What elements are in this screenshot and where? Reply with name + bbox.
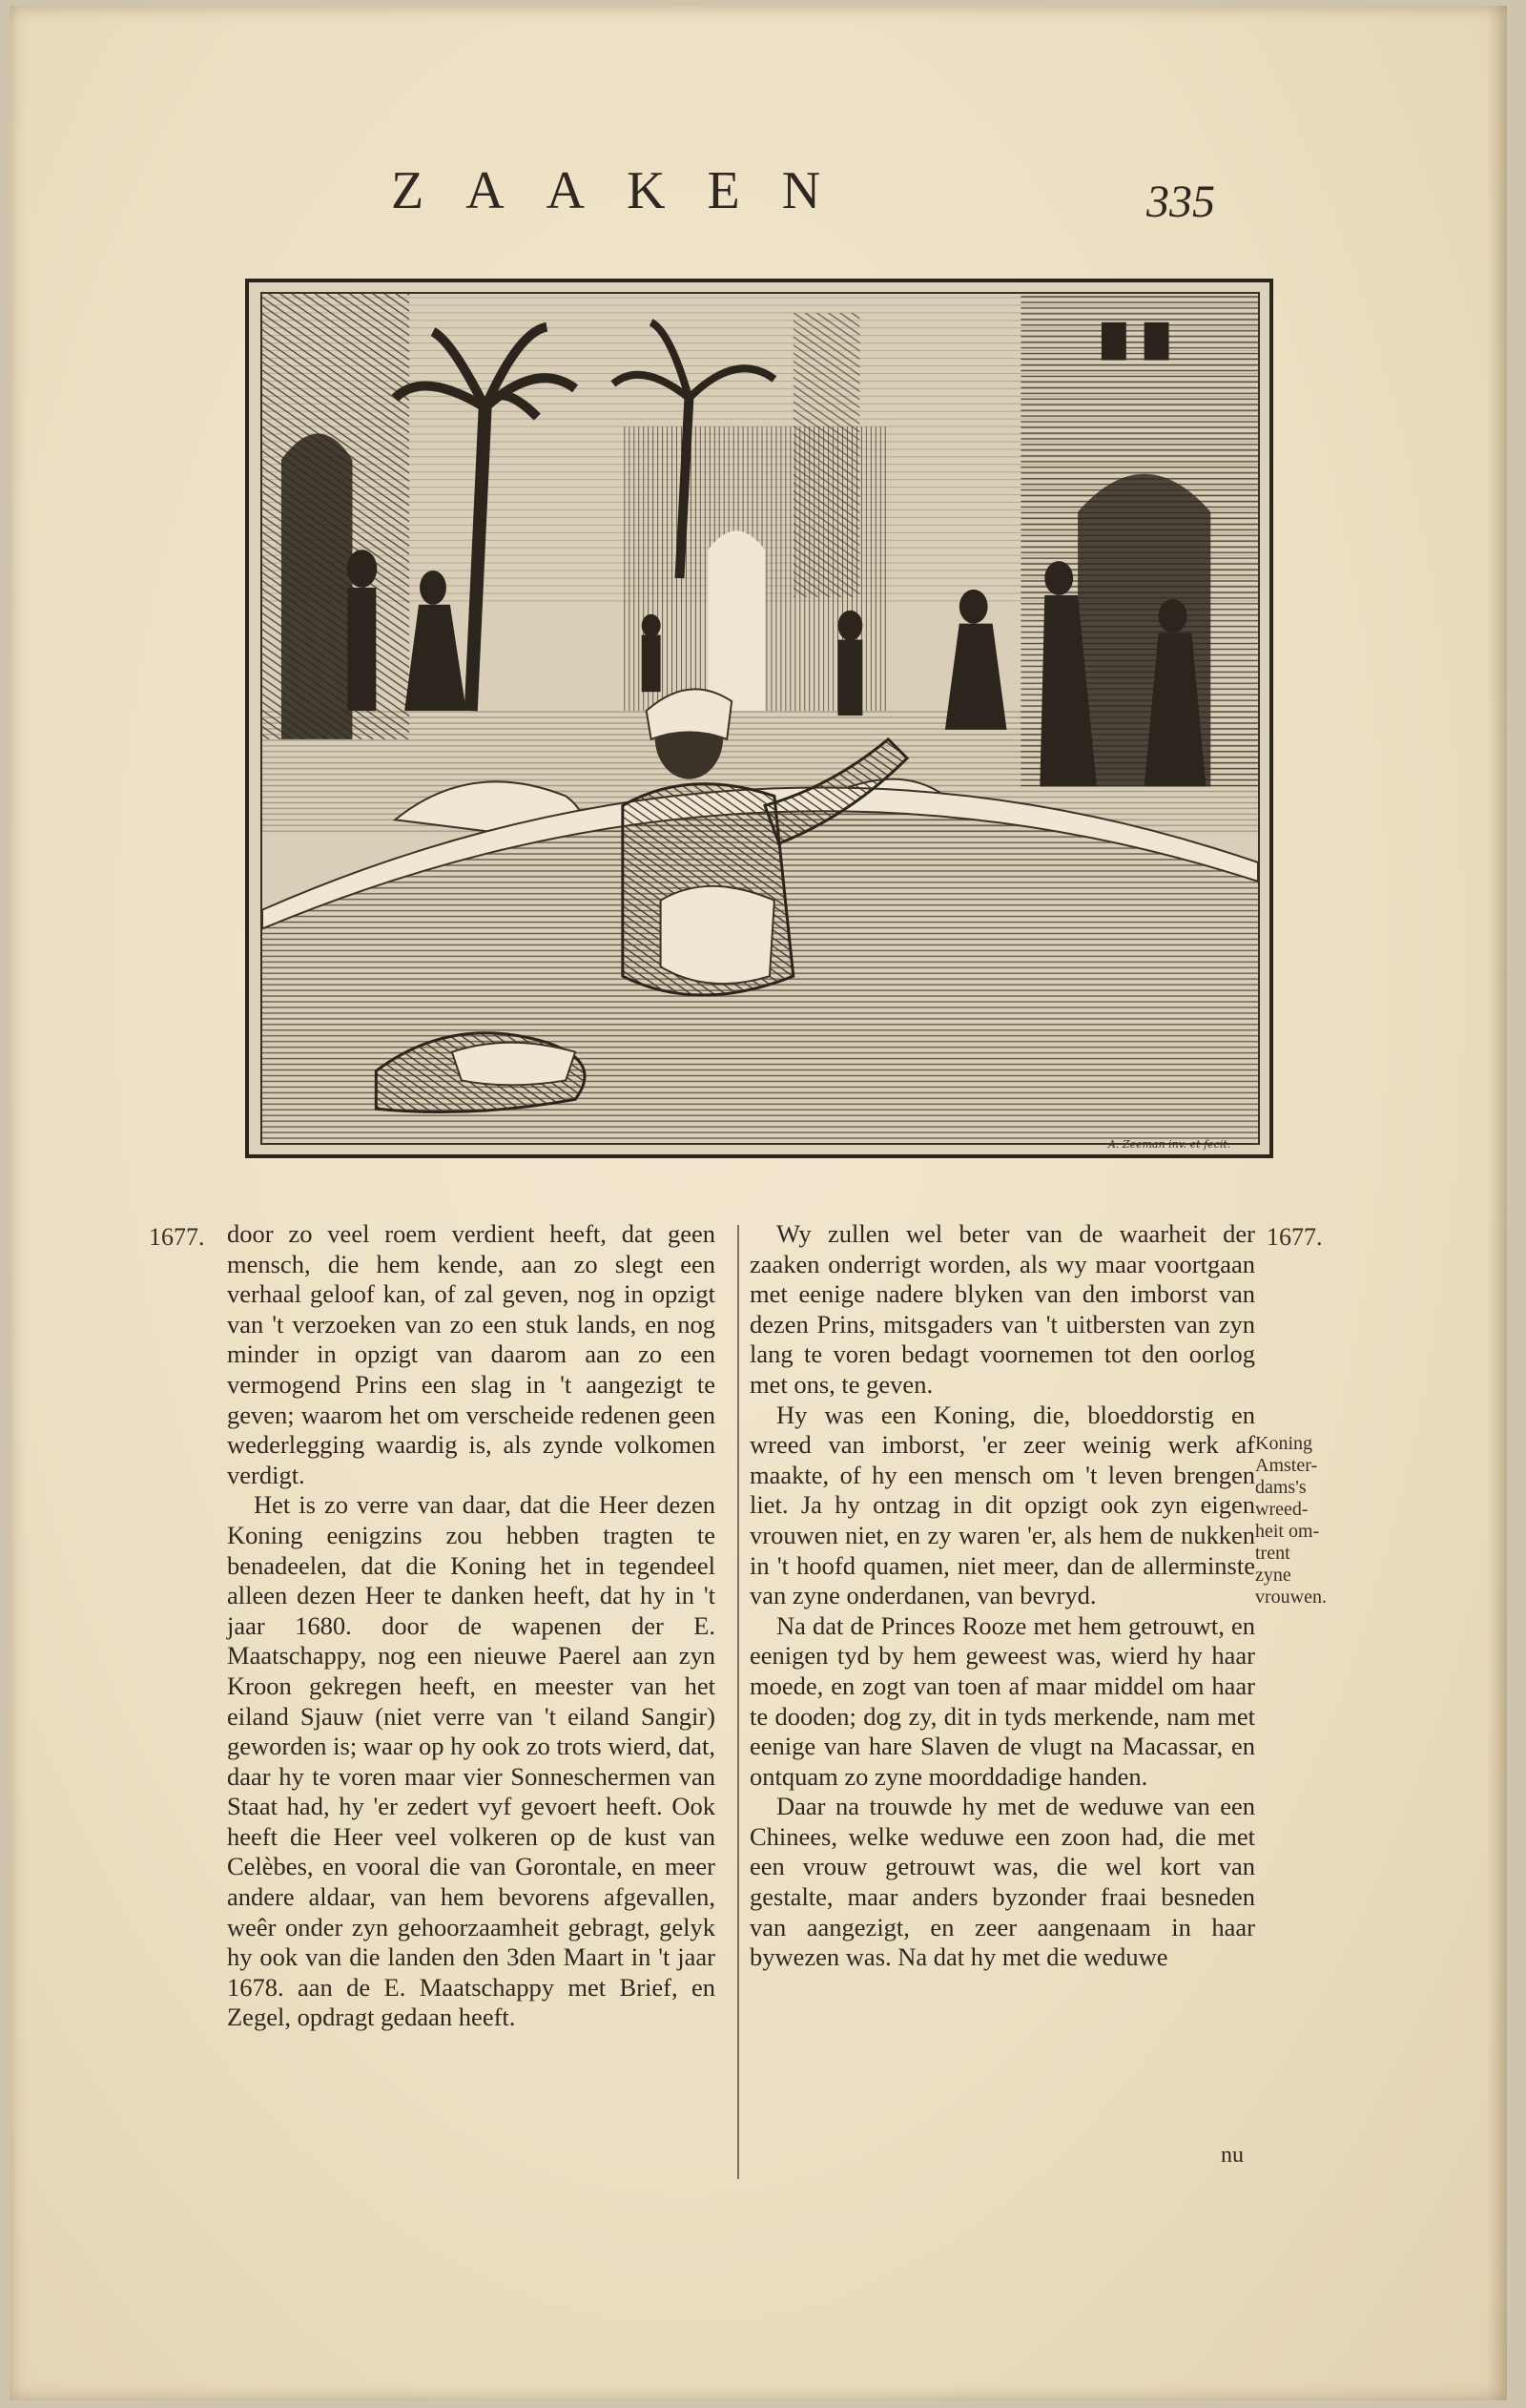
year-marginal-right: 1677. [1267, 1223, 1323, 1251]
year-marginal-left: 1677. [149, 1223, 205, 1251]
marginal-side-note [1255, 1433, 1360, 1609]
side-note-line: vrouwen. [1255, 1587, 1327, 1608]
engraving-illustration [260, 292, 1260, 1145]
running-head: ZAAKEN [391, 161, 863, 220]
side-note-line: zyne [1255, 1565, 1291, 1586]
side-note-line: dams's [1255, 1477, 1307, 1498]
left-text-column [227, 1219, 715, 2033]
side-note-line: Koning [1255, 1433, 1312, 1454]
side-note-line: Amster- [1255, 1455, 1318, 1476]
catchword: nu [1221, 2143, 1244, 2168]
paragraph: Daar na trouwde hy met de weduwe van een Chinees, welke weduwe een zoon had, die met een vrouw getrouwt was, die wel kort van gestalte, maar anders byzonder fraai besneden van aangezigt, en zeer aangenaam in haar bywezen was. Na dat hy met die weduwe [750, 1792, 1255, 1972]
paragraph: Hy was een Koning, die, bloeddorstig en wreed van imborst, 'er zeer weinig werk af maakte, of hy een mensch om 't leven brengen liet. Ja hy ontzag in dit opzigt ook zyn eigen vrouwen niet, en zy waren 'er, als hem de nukken in 't hoofd quamen, niet meer, dan de allerminste van zyne onderdanen, van bevryd. [750, 1400, 1255, 1610]
paragraph: door zo veel roem verdient heeft, dat geen mensch, die hem kende, aan zo slegt een verhaal geloof kan, of zal geven, nog in opzigt van 't verzoeken van zo een stuk lands, en nog minder in opzigt van daarom aan zo een vermogend Prins een slag in 't aangezigt te geven; waarom het om verscheide redenen geen wederlegging waardig is, als zynde volkomen verdigt. [227, 1219, 715, 1489]
side-note-line: wreed- [1255, 1499, 1309, 1520]
side-note-line: trent [1255, 1543, 1290, 1564]
page-number: 335 [1146, 176, 1215, 227]
engraving-frame [245, 279, 1273, 1158]
paragraph: Na dat de Princes Rooze met hem getrouwt, en eenigen tyd by hem geweest was, wierd hy haar moede, en zogt van toen af maar middel om haar te dooden; dog zy, dit in tyds merkende, nam met eenige van hare Slaven de vlugt na Macassar, en ontquam zo zyne moorddadige handen. [750, 1610, 1255, 1791]
engraver-credit: A. Zeeman inv. et fecit. [1108, 1138, 1231, 1151]
right-text-column [750, 1219, 1255, 1973]
side-note-line: heit om- [1255, 1521, 1320, 1542]
page-sheet [10, 6, 1507, 2400]
column-divider [737, 1225, 739, 2179]
engraving-scene [262, 294, 1258, 1143]
paper-edge [1486, 6, 1507, 2400]
paragraph: Wy zullen wel beter van de waarheit der zaaken onderrigt worden, als wy maar voortgaan met eenige nadere blyken van den imborst van dezen Prins, mitsgaders van 't uitbersten van zyn lang te voren bedagt voornemen tot den oorlog met ons, te geven. [750, 1219, 1255, 1399]
paragraph: Het is zo verre van daar, dat die Heer dezen Koning eenigzins zou hebben tragten te benadeelen, dat die Koning het in tegendeel alleen dezen Heer te danken heeft, dat hy in 't jaar 1680. door de wapenen der E. Maatschappy, nog een nieuwe Paerel aan zyn Kroon gekregen heeft, en meester van het eiland Sjauw (niet verre van 't eiland Sangir) geworden is; waar op hy ook zo trots wierd, dat, daar hy te voren maar vier Sonneschermen van Staat had, hy 'er zedert vyf gevoert heeft. Ook heeft die Heer veel volkeren op de kust van Celèbes, en vooral die van Gorontale, en meer andere aldaar, van hem bevorens afgevallen, weêr onder zyn gehoorzaamheit gebragt, gelyk hy ook van die landen den 3den Maart in 't jaar 1678. aan de E. Maatschappy met Brief, en Zegel, opdragt gedaan heeft. [227, 1490, 715, 2032]
